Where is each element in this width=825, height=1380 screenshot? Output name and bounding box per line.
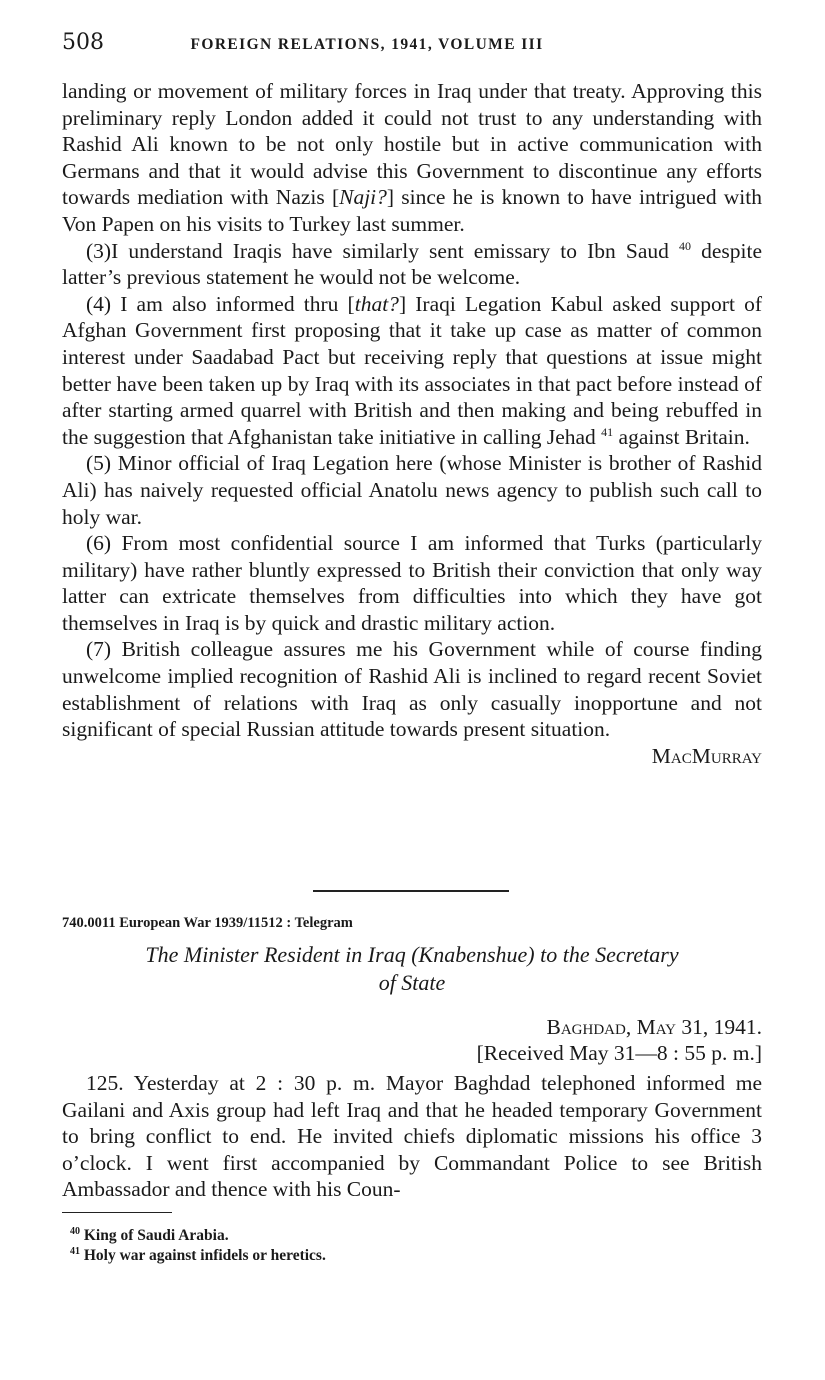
footnote-ref-40: 40 xyxy=(679,238,691,253)
paragraph-6: (6) From most confidential source I am informed that Turks (particularly military) have rather bluntly expressed to British their conviction that only way latter can extricate themselves from difficulties into which they have got themselves in Iraq is by quick and drastic military action. xyxy=(62,531,762,635)
document-title: The Minister Resident in Iraq (Knabenshue) to the Secretary of State xyxy=(145,942,679,995)
file-reference: 740.0011 European War 1939/11512 : Telegram xyxy=(62,915,353,931)
paragraph-125: 125. Yesterday at 2 : 30 p. m. Mayor Baghdad telephoned informed me Gailani and Axis group had left Iraq and that he headed temporary Government to bring conflict to end. He invited chiefs diplomatic missions his office 3 o’clock. I went first accompanied by Commandant Police to see British Ambassador and thence with his Coun- xyxy=(62,1071,762,1202)
dateline: Baghdad, May 31, 1941. xyxy=(546,1015,762,1039)
signature: MacMurray xyxy=(651,743,762,768)
footnote-41: $^{41}$ Holy war against infidels or heretics. xyxy=(70,1245,326,1264)
body-text-top xyxy=(62,78,762,769)
received-line: [Received May 31—8 : 55 p. m.] xyxy=(476,1041,762,1065)
footnote-ref-41: 41 xyxy=(601,424,614,439)
paragraph-continued: landing or movement of military forces in Iraq under that treaty. Approving this preliminary reply London added it could not trust to any understanding with Rashid Ali known to be not only hostile but in active communication with Germans and that it would advise this Government to discontinue any efforts towards mediation with Nazis [Naji?] since he is known to have intrigued with Von Papen on his visits to Turkey last summer. xyxy=(62,79,762,236)
paragraph-4: (4) I am also informed thru [that?] Iraqi Legation Kabul asked support of Afghan Government first proposing that it take up case as matter of common interest under Saadabad Pact but receiving reply that questions at issue might better have been taken up by Iraq with its associates in that pact before instead of after starting armed quarrel with British and then making and being rebuffed in the suggestion that Afghanistan take initiative in calling Jehad $^{41}$ against Britain. xyxy=(62,291,762,449)
running-title: FOREIGN RELATIONS, 1941, VOLUME III xyxy=(190,36,544,53)
footnote-rule xyxy=(62,1212,172,1213)
paragraph-5: (5) Minor official of Iraq Legation here (whose Minister is brother of Rashid Ali) has naively requested official Anatolu news agency to publish such call to holy war. xyxy=(62,451,762,529)
section-divider xyxy=(313,890,509,892)
paragraph-3: (3)I understand Iraqis have similarly sent emissary to Ibn Saud $^{40}$ despite latter’s previous statement he would not be welcome. xyxy=(62,238,763,290)
body-text-bottom xyxy=(62,1070,762,1203)
page-header xyxy=(62,30,762,64)
footnotes xyxy=(70,1226,326,1266)
paragraph-7: (7) British colleague assures me his Government while of course finding unwelcome implied recognition of Rashid Ali is inclined to regard recent Soviet establishment of relations with Iraq as only casually inopportune and not significant of special Russian attitude towards present situation. xyxy=(62,637,762,742)
footnote-40: $^{40}$ King of Saudi Arabia. xyxy=(70,1225,229,1244)
page-number: 508 xyxy=(62,30,104,55)
